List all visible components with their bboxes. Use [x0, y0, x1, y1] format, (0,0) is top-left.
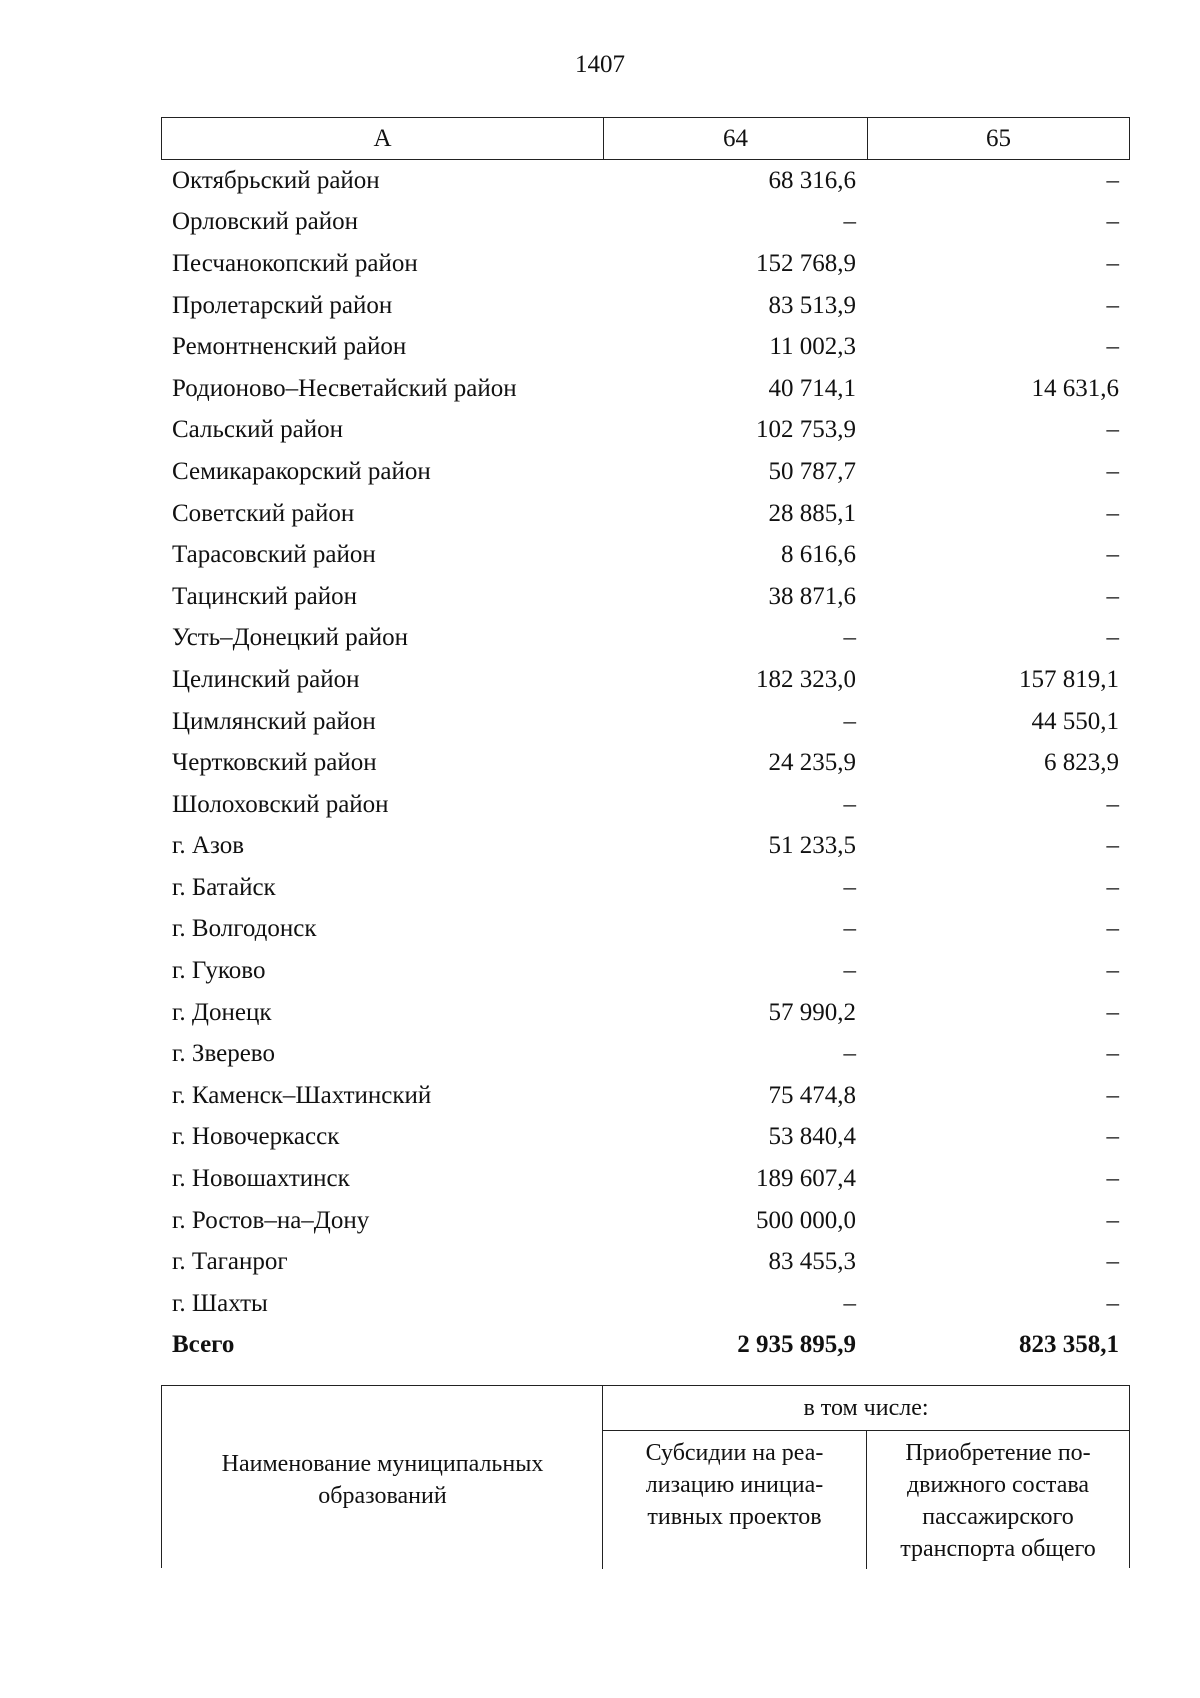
table-row	[161, 1200, 1130, 1242]
data-table-body	[161, 160, 1130, 1366]
value-col-65: –	[1106, 1040, 1119, 1068]
total-row	[161, 1325, 1130, 1367]
value-col-65: –	[1106, 624, 1119, 652]
municipality-name: Тацинский район	[172, 582, 357, 610]
table-row	[161, 451, 1130, 493]
value-col-65: –	[1106, 790, 1119, 818]
table-row	[161, 1241, 1130, 1283]
municipality-name: Тарасовский район	[172, 541, 376, 569]
municipality-name: Целинский район	[172, 665, 360, 693]
municipality-name: Чертковский район	[172, 749, 377, 777]
table-row	[161, 701, 1130, 743]
value-col-65: 44 550,1	[1031, 707, 1119, 735]
value-col-65: –	[1106, 1165, 1119, 1193]
value-col-65: –	[1106, 873, 1119, 901]
value-col-64: –	[843, 915, 856, 943]
municipality-name: Цимлянский район	[172, 707, 376, 735]
municipality-name: Пролетарский район	[172, 291, 393, 319]
table-row	[161, 992, 1130, 1034]
table-row	[161, 1033, 1130, 1075]
table-row	[161, 618, 1130, 660]
value-col-65: –	[1106, 1248, 1119, 1276]
municipality-name: г. Новочеркасск	[172, 1123, 340, 1151]
page-number: 1407	[575, 51, 625, 78]
value-col-64: 57 990,2	[768, 998, 856, 1026]
municipality-name: г. Новошахтинск	[172, 1165, 350, 1193]
value-col-64: 68 316,6	[768, 166, 856, 194]
value-col-65: –	[1106, 998, 1119, 1026]
table-row	[161, 742, 1130, 784]
municipality-name: Родионово–Несветайский район	[172, 374, 517, 402]
table-row	[161, 1075, 1130, 1117]
municipality-name: г. Шахты	[172, 1289, 268, 1317]
municipality-name: Песчанокопский район	[172, 249, 418, 277]
value-col-64: 189 607,4	[756, 1165, 856, 1193]
table-row	[161, 950, 1130, 992]
table-row	[161, 659, 1130, 701]
table-row	[161, 826, 1130, 868]
table-row	[161, 534, 1130, 576]
value-col-64: 83 513,9	[768, 291, 856, 319]
value-col-65: –	[1106, 832, 1119, 860]
municipality-name: г. Зверево	[172, 1040, 275, 1068]
table-row	[161, 576, 1130, 618]
value-col-65: –	[1106, 291, 1119, 319]
including-header: в том числе:	[603, 1386, 1129, 1431]
value-col-64: 83 455,3	[768, 1248, 856, 1276]
value-col-64: 2 935 895,9	[737, 1331, 856, 1359]
column-number-header	[161, 117, 1130, 160]
value-col-65: –	[1106, 457, 1119, 485]
municipality-name: Октябрьский район	[172, 166, 380, 194]
value-col-65: –	[1106, 166, 1119, 194]
column-header-65: 65	[986, 124, 1011, 152]
value-col-65: –	[1106, 1289, 1119, 1317]
municipality-name: Усть–Донецкий район	[172, 624, 409, 652]
value-col-64: –	[843, 957, 856, 985]
municipality-name: г. Гуково	[172, 957, 266, 985]
value-col-65: –	[1106, 582, 1119, 610]
table-row	[161, 784, 1130, 826]
municipality-name: Семикаракорский район	[172, 457, 431, 485]
table-row	[161, 867, 1130, 909]
municipality-name: г. Каменск–Шахтинский	[172, 1081, 432, 1109]
value-col-65: –	[1106, 208, 1119, 236]
value-col-64: 53 840,4	[768, 1123, 856, 1151]
value-col-64: 51 233,5	[768, 832, 856, 860]
column-header-64: 64	[604, 118, 868, 159]
value-col-65: –	[1106, 416, 1119, 444]
value-col-64: 500 000,0	[756, 1206, 856, 1234]
value-col-65: 6 823,9	[1044, 749, 1119, 777]
column-header-a: А	[162, 118, 604, 159]
value-col-64: –	[843, 1040, 856, 1068]
municipality-name: г. Азов	[172, 832, 245, 860]
value-col-65: 157 819,1	[1019, 665, 1119, 693]
municipality-name: г. Ростов–на–Дону	[172, 1206, 370, 1234]
value-col-65: –	[1106, 541, 1119, 569]
municipality-name: Сальский район	[172, 416, 343, 444]
value-col-65: –	[1106, 249, 1119, 277]
municipality-name: Ремонтненский район	[172, 333, 407, 361]
municipality-name: Шолоховский район	[172, 790, 389, 818]
municipality-name: г. Таганрог	[172, 1248, 288, 1276]
continuation-table-header	[161, 1385, 1130, 1568]
value-col-65: –	[1106, 957, 1119, 985]
value-col-64: –	[843, 208, 856, 236]
rolling-stock-purchase-header: Приобретение по- движного состава пассажирского транспорта общего	[900, 1440, 1096, 1562]
municipality-name: г. Батайск	[172, 873, 276, 901]
value-col-64: 50 787,7	[768, 457, 856, 485]
value-col-64: 75 474,8	[768, 1081, 856, 1109]
table-row	[161, 909, 1130, 951]
municipality-name: г. Донецк	[172, 998, 272, 1026]
municipality-name: г. Волгодонск	[172, 915, 317, 943]
value-col-65: –	[1106, 1206, 1119, 1234]
value-col-64: 182 323,0	[756, 665, 856, 693]
table-row	[161, 326, 1130, 368]
municipality-name-header: Наименование муниципальных образований	[221, 1451, 544, 1509]
value-col-65: –	[1106, 915, 1119, 943]
value-col-64: 40 714,1	[768, 374, 856, 402]
value-col-65: –	[1106, 1123, 1119, 1151]
value-col-64: –	[843, 1289, 856, 1317]
value-col-64: 38 871,6	[768, 582, 856, 610]
table-row	[161, 160, 1130, 202]
value-col-64: 152 768,9	[756, 249, 856, 277]
table-row	[161, 202, 1130, 244]
municipality-name: Советский район	[172, 499, 355, 527]
table-row	[161, 1117, 1130, 1159]
value-col-64: 11 002,3	[769, 333, 856, 361]
value-col-65: –	[1106, 1081, 1119, 1109]
value-col-65: 823 358,1	[1019, 1331, 1119, 1359]
municipality-name: Орловский район	[172, 208, 358, 236]
value-col-64: 28 885,1	[768, 499, 856, 527]
value-col-64: –	[843, 624, 856, 652]
value-col-64: 102 753,9	[756, 416, 856, 444]
table-row	[161, 410, 1130, 452]
value-col-64: –	[843, 873, 856, 901]
table-row	[161, 243, 1130, 285]
table-row	[161, 368, 1130, 410]
value-col-64: 24 235,9	[768, 749, 856, 777]
value-col-64: –	[843, 707, 856, 735]
value-col-65: 14 631,6	[1031, 374, 1119, 402]
table-row	[161, 493, 1130, 535]
municipality-name: Всего	[172, 1331, 235, 1359]
value-col-65: –	[1106, 499, 1119, 527]
table-row	[161, 1283, 1130, 1325]
value-col-65: –	[1106, 333, 1119, 361]
table-row	[161, 285, 1130, 327]
value-col-64: –	[843, 790, 856, 818]
initiative-projects-subsidy-header: Субсидии на реа- лизацию инициа- тивных проектов	[603, 1431, 867, 1569]
table-row	[161, 1158, 1130, 1200]
value-col-64: 8 616,6	[781, 541, 856, 569]
municipality-name-header-cell	[162, 1386, 603, 1569]
